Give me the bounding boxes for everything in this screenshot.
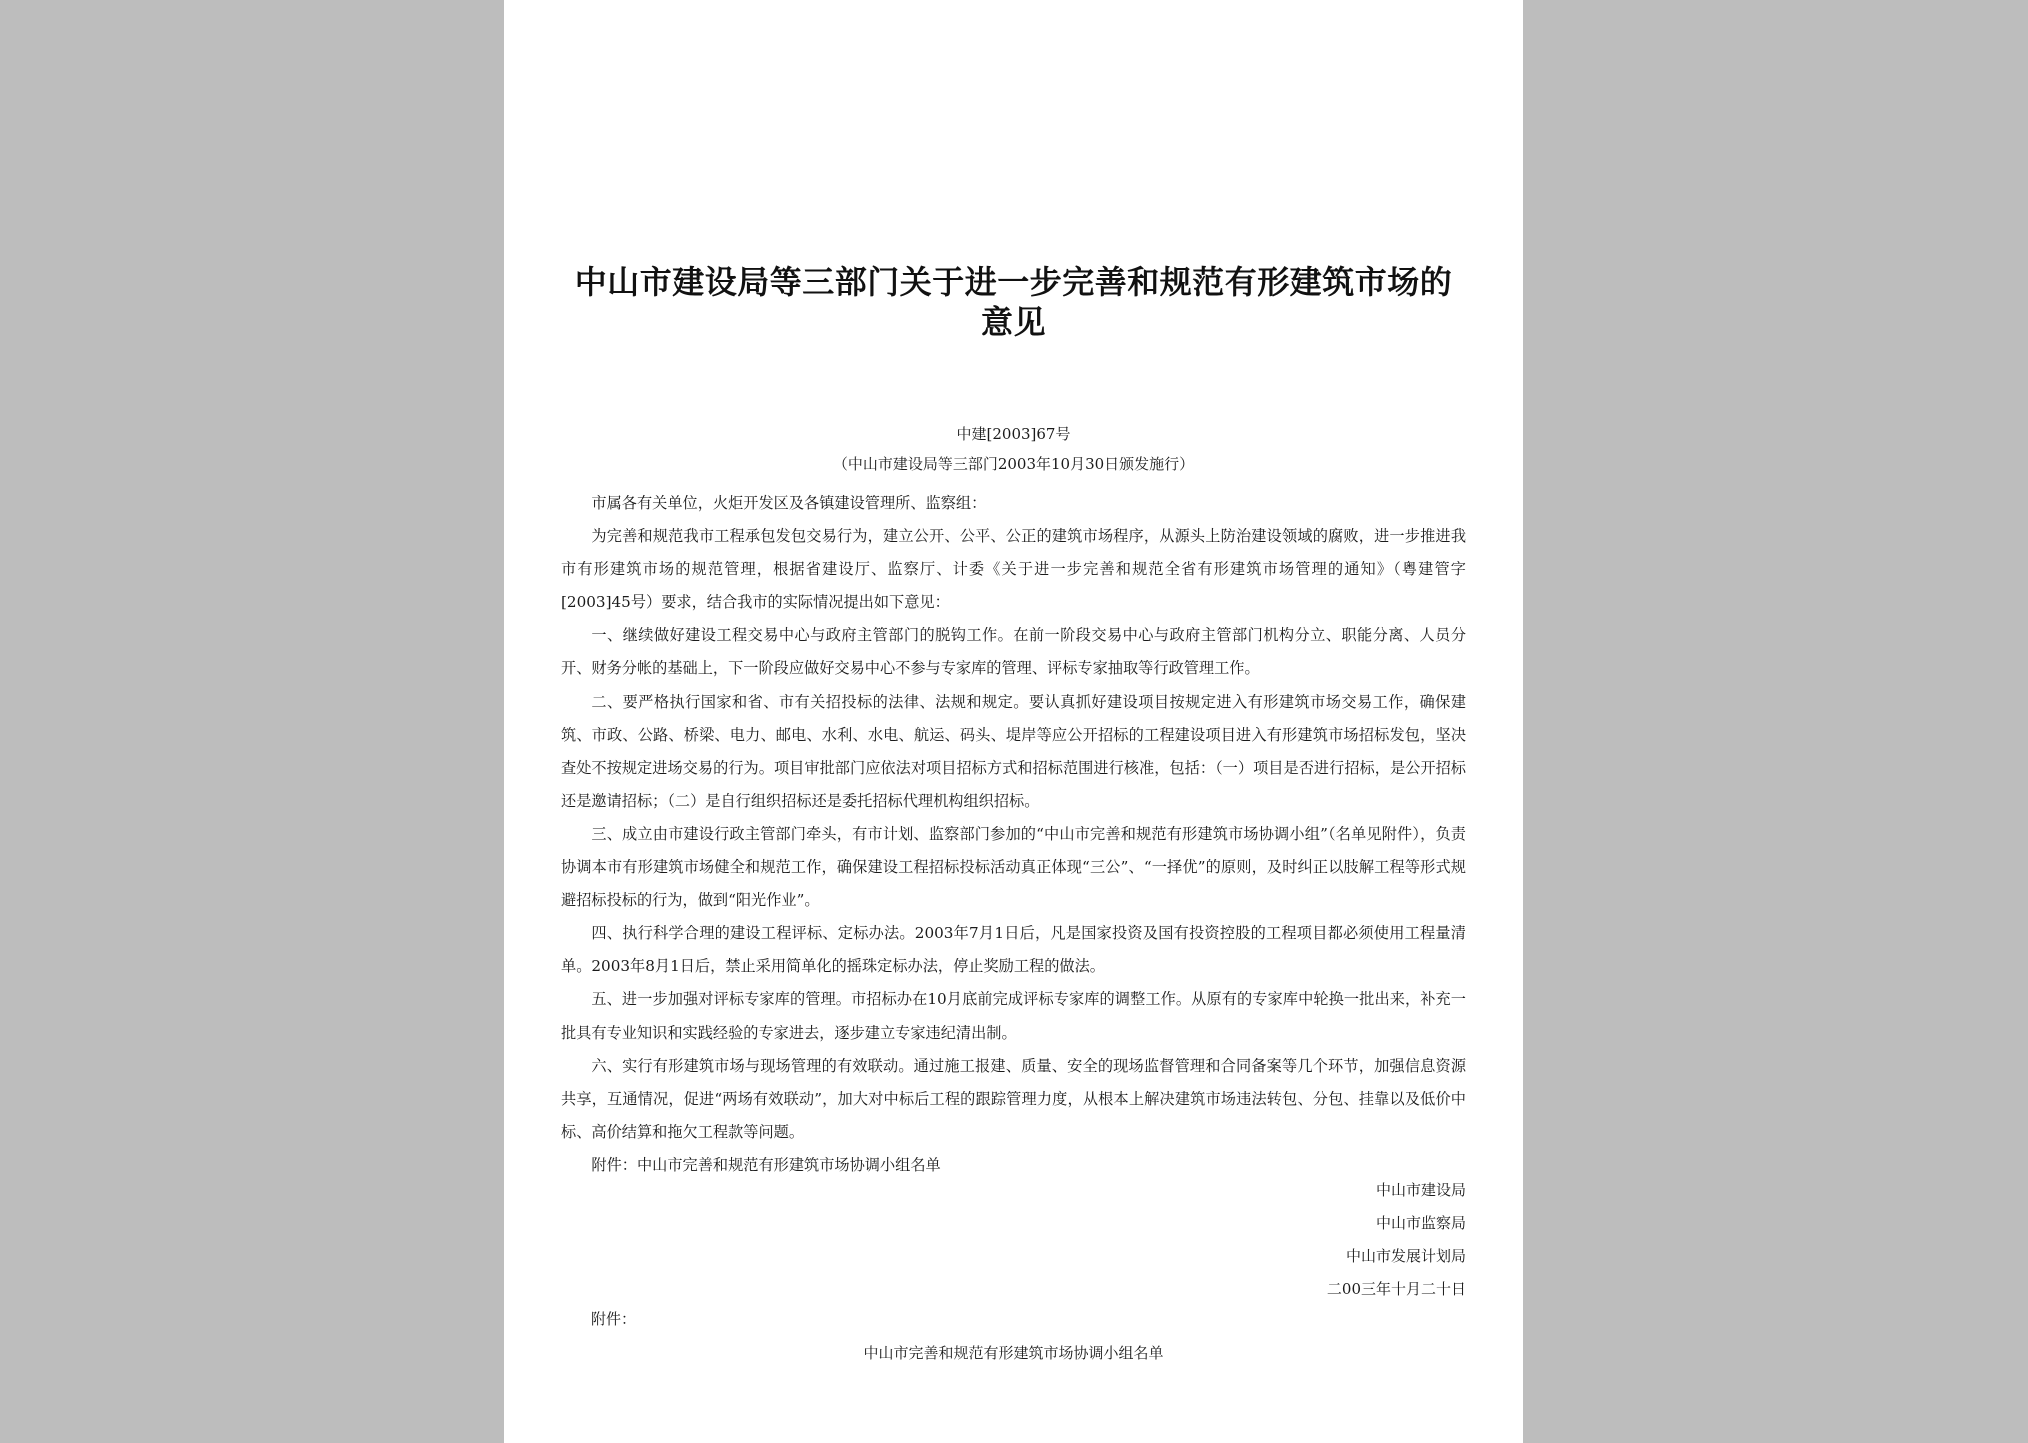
document-page xyxy=(504,0,1523,1443)
paragraph-intro: 为完善和规范我市工程承包发包交易行为，建立公开、公平、公正的建筑市场程序，从源头上防治建设领域的腐败，进一步推进我市有形建筑市场的规范管理，根据省建设厅、监察厅、计委《关于进一步完善和规范全省有形建筑市场管理的通知》（粤建管字[2003]45号）要求，结合我市的实际情况提出如下意见： xyxy=(561,527,1466,612)
signature-construction-bureau: 中山市建设局 xyxy=(1375,1181,1466,1199)
attachment-title: 中山市完善和规范有形建筑市场协调小组名单 xyxy=(863,1344,1164,1362)
paragraph-salutation: 市属各有关单位，火炬开发区及各镇建设管理所、监察组： xyxy=(591,494,987,512)
document-title: 中山市建设局等三部门关于进一步完善和规范有形建筑市场的意见 xyxy=(574,263,1453,341)
document-number: 中建[2003]67号 xyxy=(956,425,1071,443)
paragraph-item-3: 三、成立由市建设行政主管部门牵头，有市计划、监察部门参加的“中山市完善和规范有形建筑市场协调小组”（名单见附件），负责协调本市有形建筑市场健全和规范工作，确保建设工程招标投标活动真正体现“三公”、“一择优”的原则，及时纠正以肢解工程等形式规避招标投标的行为，做到“阳光作业”。 xyxy=(561,824,1466,910)
paragraph-item-2: 二、要严格执行国家和省、市有关招投标的法律、法规和规定。要认真抓好建设项目按规定进入有形建筑市场交易工作，确保建筑、市政、公路、桥梁、电力、邮电、水利、水电、航运、码头、堤岸等应公开招标的工程建设项目进入有形建筑市场招标发包，坚决查处不按规定进场交易的行为。项目审批部门应依法对项目招标方式和招标范围进行核准，包括：（一）项目是否进行招标，是公开招标还是邀请招标；（二）是自行组织招标还是委托招标代理机构组织招标。 xyxy=(561,692,1466,810)
paragraph-item-6: 六、实行有形建筑市场与现场管理的有效联动。通过施工报建、质量、安全的现场监督管理和合同备案等几个环节，加强信息资源共享，互通情况，促进“两场有效联动”，加大对中标后工程的跟踪管理力度，从根本上解决建筑市场违法转包、分包、挂靠以及低价中标、高价结算和拖欠工程款等问题。 xyxy=(561,1056,1466,1141)
signature-date: 二00三年十月二十日 xyxy=(1326,1280,1466,1298)
signature-block xyxy=(1166,1174,1466,1306)
paragraph-item-4: 四、执行科学合理的建设工程评标、定标办法。2003年7月1日后，凡是国家投资及国有投资控股的工程项目都必须使用工程量清单。2003年8月1日后，禁止采用简单化的摇珠定标办法，停止奖励工程的做法。 xyxy=(561,924,1466,976)
issue-note: （中山市建设局等三部门2003年10月30日颁发施行） xyxy=(832,455,1195,473)
signature-planning-bureau: 中山市发展计划局 xyxy=(1345,1247,1466,1265)
attachment-label: 附件： xyxy=(591,1310,637,1328)
paragraph-attachment-note: 附件：中山市完善和规范有形建筑市场协调小组名单 xyxy=(591,1155,941,1174)
paragraph-item-1: 一、继续做好建设工程交易中心与政府主管部门的脱钩工作。在前一阶段交易中心与政府主管部门机构分立、职能分离、人员分开、财务分帐的基础上，下一阶段应做好交易中心不参与专家库的管理、评标专家抽取等行政管理工作。 xyxy=(561,626,1466,678)
paragraph-item-5: 五、进一步加强对评标专家库的管理。市招标办在10月底前完成评标专家库的调整工作。从原有的专家库中轮换一批出来，补充一批具有专业知识和实践经验的专家进去，逐步建立专家违纪清出制。 xyxy=(561,990,1466,1042)
signature-supervision-bureau: 中山市监察局 xyxy=(1375,1214,1466,1232)
document-body xyxy=(561,487,1466,1182)
